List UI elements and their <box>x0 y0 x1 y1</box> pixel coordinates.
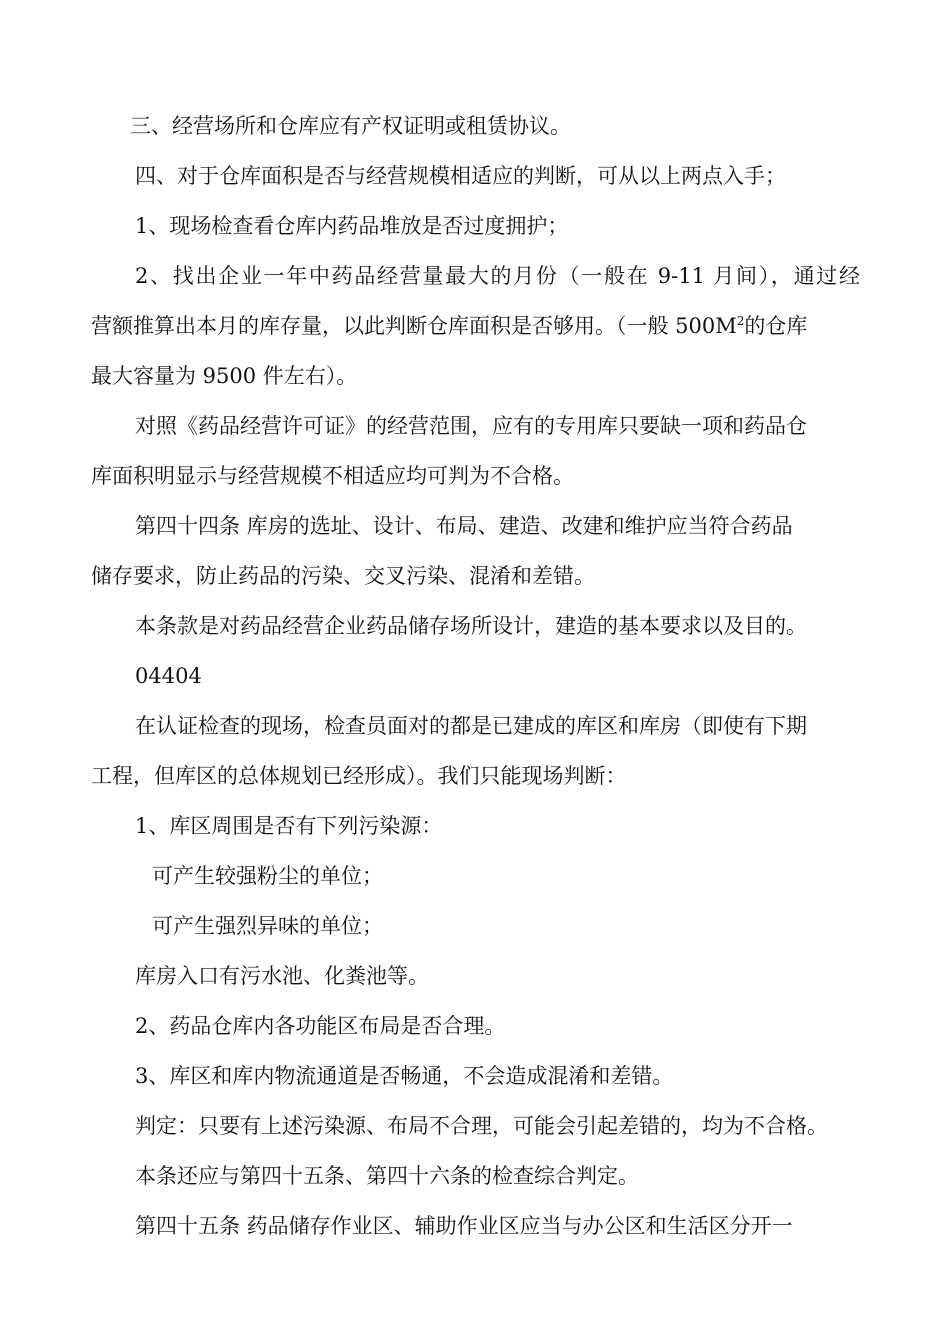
paragraph-line: 判定：只要有上述污染源、布局不合理，可能会引起差错的，均为不合格。 <box>135 1114 828 1138</box>
paragraph-line: 三、经营场所和仓库应有产权证明或租赁协议。 <box>130 114 571 138</box>
paragraph-line: 2、找出企业一年中药品经营量最大的月份（一般在 9-11 月间），通过经 <box>135 264 860 288</box>
paragraph-line: 04404 <box>135 664 202 688</box>
paragraph-line: 最大容量为 9500 件左右）。 <box>91 364 358 388</box>
paragraph-line: 工程，但库区的总体规划已经形成）。我们只能现场判断： <box>91 764 627 788</box>
paragraph-line: 本条还应与第四十五条、第四十六条的检查综合判定。 <box>135 1164 639 1188</box>
paragraph-line: 本条款是对药品经营企业药品储存场所设计，建造的基本要求以及目的。 <box>135 614 807 638</box>
list-item: 可产生较强粉尘的单位； <box>152 864 383 888</box>
list-item: 可产生强烈异味的单位； <box>152 914 383 938</box>
paragraph-line: 四、对于仓库面积是否与经营规模相适应的判断，可从以上两点入手； <box>135 164 786 188</box>
paragraph-line: 在认证检查的现场，检查员面对的都是已建成的库区和库房（即使有下期 <box>135 714 807 738</box>
paragraph-line: 第四十四条 库房的选址、设计、布局、建造、改建和维护应当符合药品 <box>135 514 793 538</box>
paragraph-line <box>91 312 807 340</box>
paragraph-line: 对照《药品经营许可证》的经营范围，应有的专用库只要缺一项和药品仓 <box>135 414 807 438</box>
paragraph-line: 库面积明显示与经营规模不相适应均可判为不合格。 <box>91 464 574 488</box>
list-item: 1、库区周围是否有下列污染源： <box>135 814 443 838</box>
list-item: 2、药品仓库内各功能区布局是否合理。 <box>135 1014 506 1038</box>
paragraph-line: 1、现场检查看仓库内药品堆放是否过度拥护； <box>135 214 569 238</box>
superscript: 2 <box>736 314 745 328</box>
paragraph-line: 第四十五条 药品储存作业区、辅助作业区应当与办公区和生活区分开一 <box>135 1214 793 1238</box>
list-item: 库房入口有污水池、化粪池等。 <box>135 964 429 988</box>
list-item: 3、库区和库内物流通道是否畅通，不会造成混淆和差错。 <box>135 1064 674 1088</box>
paragraph-line: 储存要求，防止药品的污染、交叉污染、混淆和差错。 <box>91 564 595 588</box>
text-segment: 营额推算出本月的库存量，以此判断仓库面积是否够用。（一般 500M <box>91 314 737 338</box>
text-segment: 的仓库 <box>744 314 808 338</box>
